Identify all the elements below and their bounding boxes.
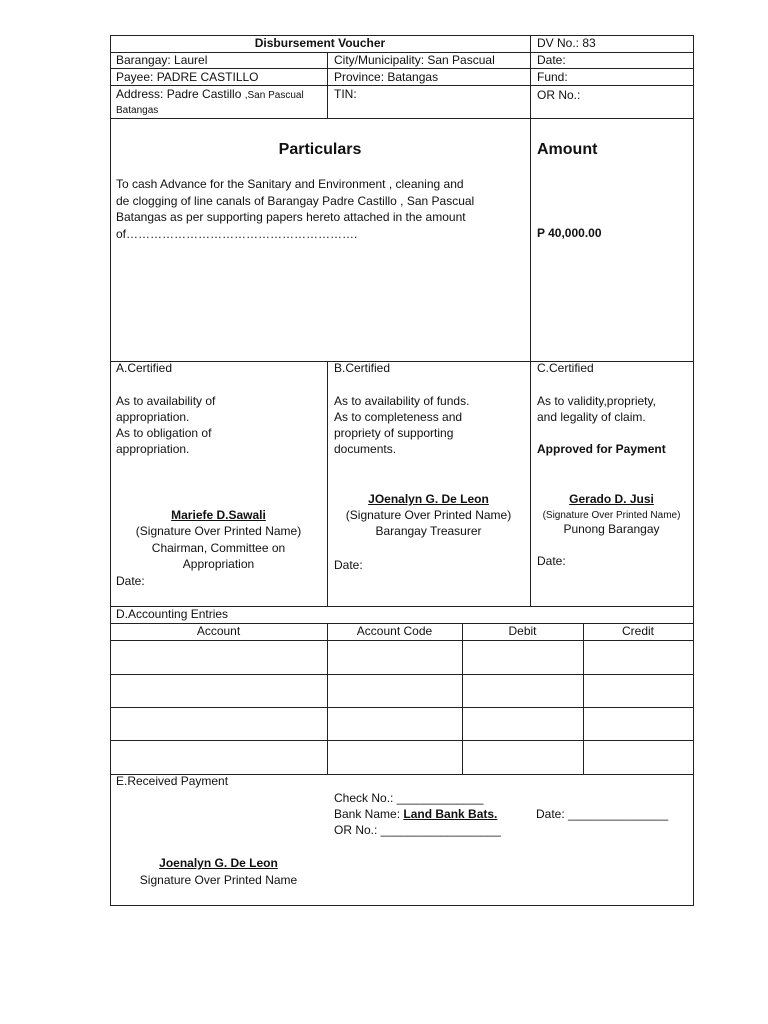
- column-header-debit: Debit: [508, 624, 537, 638]
- column-header-account-code: Account Code: [356, 624, 433, 638]
- col-divider: [327, 361, 328, 607]
- row-divider: [110, 361, 694, 362]
- cert-a-date: Date:: [116, 574, 145, 588]
- address-field: [116, 87, 304, 103]
- amount-heading: Amount: [537, 141, 598, 158]
- column-header-account: Account: [196, 624, 241, 638]
- province-field: Province: Batangas: [334, 70, 439, 84]
- cert-a-role: Appropriation: [182, 557, 255, 571]
- particulars-line-2: de clogging of line canals of Barangay Padre Castillo , San Pascual: [116, 193, 475, 208]
- dv-number: DV No.: 83: [537, 36, 596, 50]
- cert-b-line: As to completeness and: [334, 410, 463, 424]
- particulars-heading: Particulars: [278, 141, 362, 158]
- tin-field: TIN:: [334, 87, 357, 101]
- bank-name-field: [334, 807, 497, 822]
- cert-b-sig-label: (Signature Over Printed Name): [345, 508, 512, 522]
- received-date-field: Date: _______________: [536, 807, 669, 821]
- row-divider: [110, 118, 694, 119]
- col-divider: [327, 623, 328, 774]
- particulars-line-1: To cash Advance for the Sanitary and Environment , cleaning and: [116, 177, 464, 191]
- form-title: Disbursement Voucher: [254, 36, 386, 50]
- cert-a-line: As to obligation of: [116, 426, 212, 440]
- city-field: City/Municipality: San Pascual: [334, 53, 495, 67]
- received-signatory: Joenalyn G. De Leon: [159, 856, 278, 870]
- cert-b-signatory: JOenalyn G. De Leon: [368, 492, 489, 506]
- col-divider: [583, 623, 584, 774]
- approved-for-payment: Approved for Payment: [537, 442, 666, 456]
- cert-a-signatory: Mariefe D.Sawali: [171, 508, 266, 522]
- column-header-credit: Credit: [621, 624, 654, 638]
- cert-b-line: documents.: [334, 442, 397, 456]
- cert-a-line: appropriation.: [116, 442, 190, 456]
- cert-b-line: As to availability of funds.: [334, 394, 470, 408]
- col-divider: [327, 52, 328, 118]
- cert-a-sig-label: (Signature Over Printed Name): [135, 524, 302, 538]
- particulars-line-4: of………………………………………………….: [116, 226, 358, 241]
- cert-c-date: Date:: [537, 554, 566, 568]
- amount-value: P 40,000.00: [537, 226, 602, 240]
- accounting-label: D.Accounting Entries: [116, 607, 229, 621]
- border-bottom: [110, 905, 694, 906]
- cert-a-role: Chairman, Committee on: [151, 541, 286, 555]
- barangay-field: Barangay: Laurel: [116, 53, 208, 67]
- received-sig-label: Signature Over Printed Name: [139, 873, 298, 887]
- cert-b-label: B.Certified: [334, 361, 391, 375]
- cert-a-line: As to availability of: [116, 394, 216, 408]
- row-divider: [110, 707, 694, 708]
- cert-b-date: Date:: [334, 558, 363, 572]
- cert-c-signatory: Gerado D. Jusi: [569, 492, 654, 506]
- address-small: ,San Pascual: [244, 90, 304, 101]
- row-divider: [110, 740, 694, 741]
- cert-b-role: Barangay Treasurer: [375, 524, 482, 538]
- cert-a-label: A.Certified: [116, 361, 173, 375]
- bank-name-label: Bank Name:: [334, 807, 404, 821]
- fund-field: Fund:: [537, 70, 568, 84]
- cert-c-role: Punong Barangay: [563, 522, 660, 536]
- cert-c-line: As to validity,propriety,: [537, 394, 656, 408]
- row-divider: [110, 85, 694, 86]
- row-divider: [110, 640, 694, 641]
- received-label: E.Received Payment: [116, 774, 229, 788]
- row-divider: [110, 68, 694, 69]
- cert-b-line: propriety of supporting: [334, 426, 454, 440]
- cert-c-label: C.Certified: [537, 361, 594, 375]
- or-number-field: OR No.:: [537, 88, 581, 102]
- cert-a-line: appropriation.: [116, 410, 190, 424]
- received-or-number-field: OR No.: __________________: [334, 823, 501, 837]
- address-line2: Batangas: [116, 105, 159, 116]
- check-number-field: Check No.: _____________: [334, 791, 484, 805]
- particulars-line-3: Batangas as per supporting papers hereto attached in the amount: [116, 210, 466, 224]
- date-field: Date:: [537, 53, 566, 67]
- bank-name-value: Land Bank Bats.: [403, 807, 498, 821]
- row-divider: [110, 674, 694, 675]
- address-main: Address: Padre Castillo: [116, 87, 245, 101]
- cert-c-sig-label: (Signature Over Printed Name): [542, 510, 681, 521]
- payee-field: Payee: PADRE CASTILLO: [116, 70, 259, 84]
- col-divider: [462, 623, 463, 774]
- cert-c-line: and legality of claim.: [537, 410, 646, 424]
